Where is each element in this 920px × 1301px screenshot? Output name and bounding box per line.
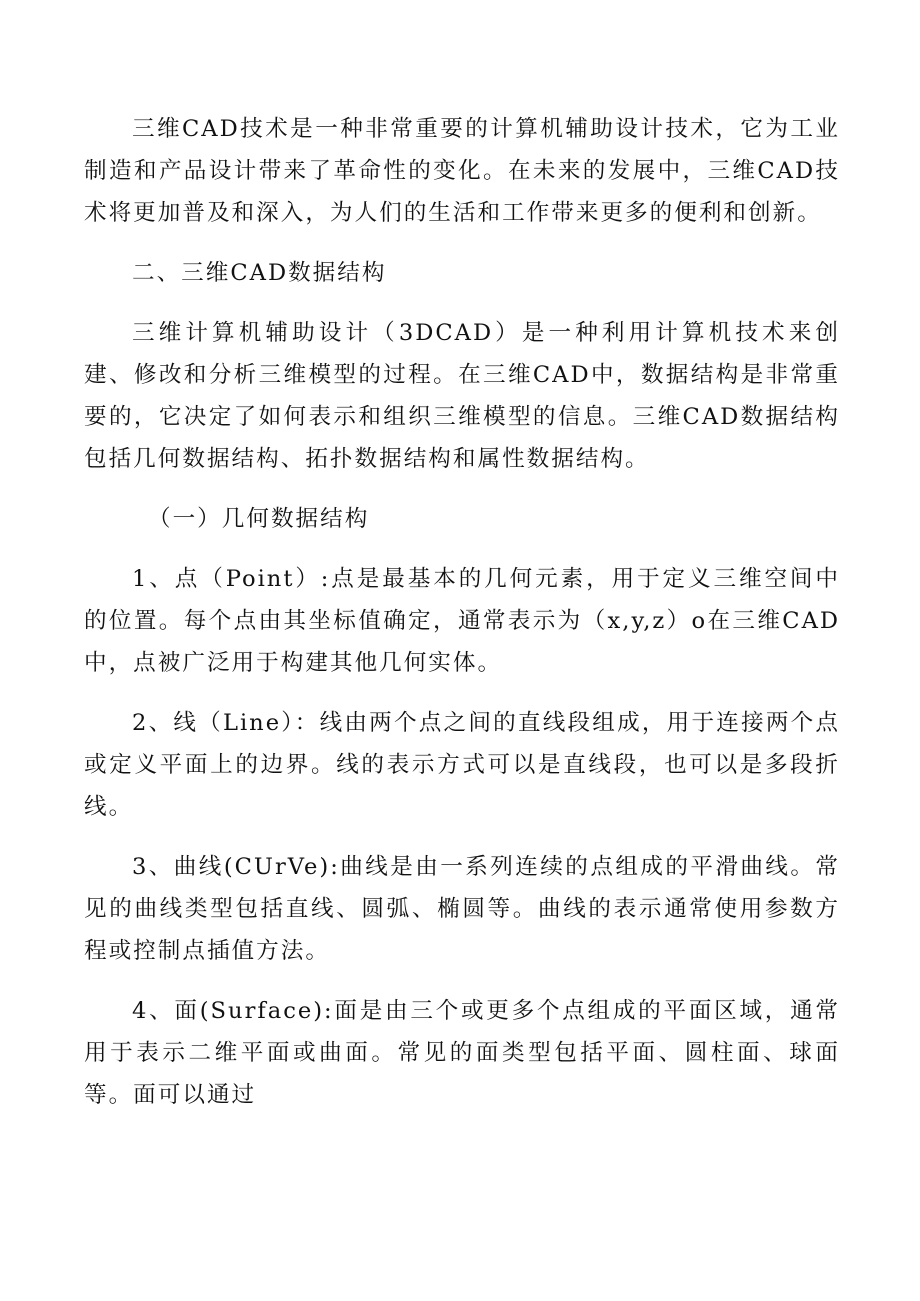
list-item-surface: 4、面(Surface):面是由三个或更多个点组成的平面区域，通常用于表示二维平面或曲面。常见的面类型包括平面、圆柱面、球面等。面可以通过: [84, 998, 840, 1108]
section-heading: 二、三维CAD数据结构: [132, 260, 387, 286]
section-body-paragraph: 三维计算机辅助设计（3DCAD）是一种利用计算机技术来创建、修改和分析三维模型的过程。在三维CAD中，数据结构是非常重要的，它决定了如何表示和组织三维模型的信息。三维CAD数据结构包括几何数据结构、拓扑数据结构和属性数据结构。: [84, 320, 840, 472]
intro-paragraph: 三维CAD技术是一种非常重要的计算机辅助设计技术，它为工业制造和产品设计带来了革命性的变化。在未来的发展中，三维CAD技术将更加普及和深入，为人们的生活和工作带来更多的便利和创新。: [84, 116, 840, 226]
document-body: [84, 108, 840, 1116]
list-item-point: 1、点（Point）:点是最基本的几何元素，用于定义三维空间中的位置。每个点由其坐标值确定，通常表示为（x,y,z）o在三维CAD中，点被广泛用于构建其他几何实体。: [84, 566, 840, 676]
subsection-heading: （一）几何数据结构: [148, 506, 370, 532]
list-item-line: 2、线（Line）：线由两个点之间的直线段组成，用于连接两个点或定义平面上的边界。线的表示方式可以是直线段，也可以是多段折线。: [84, 710, 840, 820]
list-item-curve: 3、曲线(CUrVe):曲线是由一系列连续的点组成的平滑曲线。常见的曲线类型包括直线、圆弧、椭圆等。曲线的表示通常使用参数方程或控制点插值方法。: [84, 854, 840, 964]
